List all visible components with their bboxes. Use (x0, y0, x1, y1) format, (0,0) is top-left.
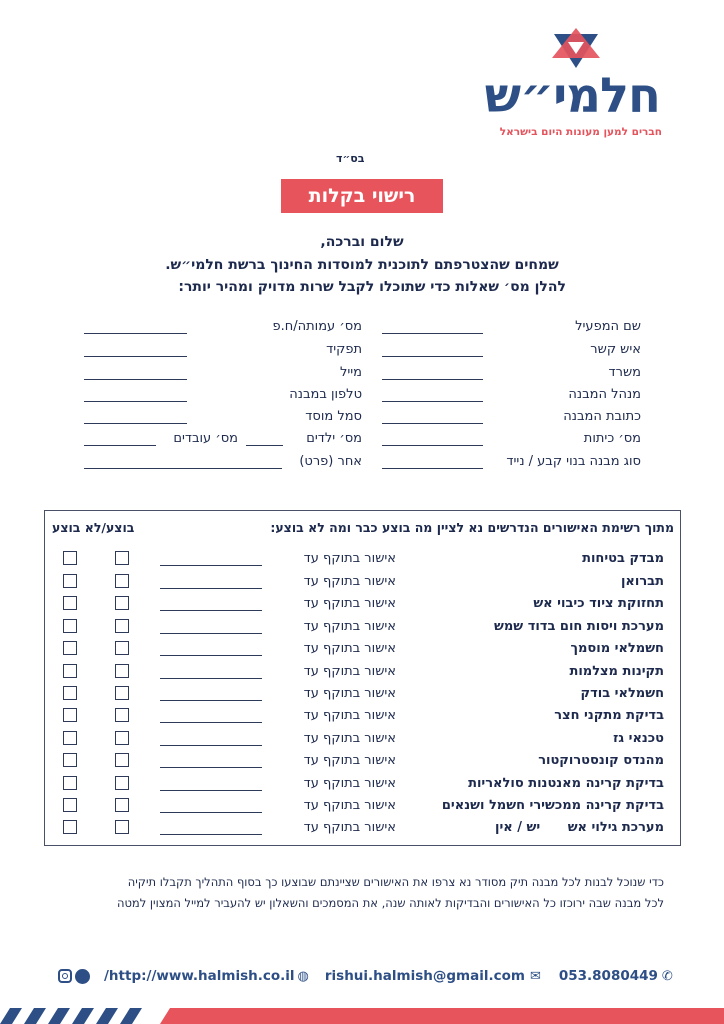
done-checkbox[interactable] (115, 664, 129, 678)
valid-until-field[interactable] (160, 767, 262, 768)
done-checkbox[interactable] (115, 731, 129, 745)
contact-person-label: איש קשר (590, 342, 641, 357)
building-manager-label: מנהל המבנה (568, 387, 641, 402)
yes-no-selector[interactable]: יש / אין (495, 820, 541, 835)
intro-text (40, 231, 684, 299)
building-phone-label: טלפון במבנה (289, 387, 362, 402)
email-field[interactable] (84, 379, 187, 380)
valid-until-label: אישור בתוקף עד (303, 820, 396, 835)
valid-until-label: אישור בתוקף עד (303, 641, 396, 656)
valid-until-field[interactable] (160, 722, 262, 723)
logo-wordmark: חלמי״ש (484, 68, 660, 124)
done-checkbox[interactable] (115, 776, 129, 790)
not-done-checkbox[interactable] (63, 686, 77, 700)
checklist-item-label: מערכת גילוי אש (567, 820, 664, 835)
valid-until-label: אישור בתוקף עד (303, 551, 396, 566)
building-address-field[interactable] (382, 423, 483, 424)
done-not-done-header: בוצע/לא בוצע (52, 520, 135, 535)
valid-until-field[interactable] (160, 834, 262, 835)
star-of-david-logo-icon (546, 28, 606, 70)
valid-until-label: אישור בתוקף עד (303, 664, 396, 679)
valid-until-field[interactable] (160, 790, 262, 791)
classes-count-label: מס׳ כיתות (583, 431, 641, 446)
submission-instructions (40, 872, 664, 914)
decorative-stripe-band (0, 1002, 724, 1024)
valid-until-label: אישור בתוקף עד (303, 619, 396, 634)
page-title: רישוי בקלות (281, 179, 443, 213)
email-link[interactable]: rishui.halmish@gmail.com (324, 968, 525, 984)
checklist-item-label: חשמלאי בודק (580, 686, 664, 701)
role-field[interactable] (84, 356, 187, 357)
not-done-checkbox[interactable] (63, 619, 77, 633)
valid-until-label: אישור בתוקף עד (303, 686, 396, 701)
intro-instructions: להלן מס׳ שאלות כדי שתוכלו לקבל שרות מדויק ומהיר יותר: (178, 279, 566, 295)
done-checkbox[interactable] (115, 596, 129, 610)
valid-until-field[interactable] (160, 633, 262, 634)
not-done-checkbox[interactable] (63, 641, 77, 655)
operator-name-field[interactable] (382, 333, 483, 334)
employees-count-label: מס׳ עובדים (173, 431, 238, 446)
valid-until-field[interactable] (160, 655, 262, 656)
valid-until-field[interactable] (160, 610, 262, 611)
done-checkbox[interactable] (115, 641, 129, 655)
logo-tagline: חברים למען מעונות היום בישראל (499, 126, 662, 138)
bsd-header: בס״ד (336, 152, 365, 165)
valid-until-label: אישור בתוקף עד (303, 753, 396, 768)
office-label: משרד (608, 365, 641, 380)
role-label: תפקיד (326, 342, 362, 357)
checklist-item-label: בדיקת קרינה ממכשירי חשמל ושנאים (441, 798, 664, 813)
building-address-label: כתובת המבנה (563, 409, 641, 424)
checklist-item-label: מבדק בטיחות (582, 551, 664, 566)
valid-until-label: אישור בתוקף עד (303, 731, 396, 746)
not-done-checkbox[interactable] (63, 574, 77, 588)
classes-count-field[interactable] (382, 445, 483, 446)
employees-count-field[interactable] (84, 445, 156, 446)
checklist-item-label: בדיקת מתקני חצר (554, 708, 664, 723)
email-label: מייל (339, 365, 362, 380)
footnote-line-1: כדי שנוכל לבנות לכל מבנה תיק מסודר נא צרפו את האישורים שציינתם שבוצעו כך בסוף התהליך תקבלו תיקיה (127, 875, 664, 889)
done-checkbox[interactable] (115, 619, 129, 633)
checklist-item-label: תקינות מצלמות (569, 664, 664, 679)
not-done-checkbox[interactable] (63, 664, 77, 678)
not-done-checkbox[interactable] (63, 753, 77, 767)
not-done-checkbox[interactable] (63, 551, 77, 565)
association-number-field[interactable] (84, 333, 187, 334)
association-number-label: מס׳ עמותה/ח.פ (272, 319, 362, 334)
phone-number[interactable]: 053.8080449 (558, 968, 658, 984)
checklist-item-label: תברואן (620, 574, 664, 589)
phone-icon: ✆ (661, 968, 673, 984)
checklist-item-label: בדיקת קרינה מאנטנות סולאריות (468, 776, 664, 791)
done-checkbox[interactable] (115, 551, 129, 565)
building-type-field[interactable] (382, 468, 483, 469)
other-label: אחר (פרט) (299, 454, 362, 469)
children-count-field[interactable] (246, 445, 283, 446)
footnote-line-2: לכל מבנה שבה ירוכזו כל האישורים והבדיקות לאותה שנה, את המסמכים והשאלון יש להעביר למייל המצוין למטה (116, 896, 664, 910)
contact-bar (58, 964, 673, 988)
building-manager-field[interactable] (382, 401, 483, 402)
valid-until-field[interactable] (160, 700, 262, 701)
children-count-label: מס׳ ילדים (306, 431, 362, 446)
not-done-checkbox[interactable] (63, 708, 77, 722)
not-done-checkbox[interactable] (63, 820, 77, 834)
checklist-item-label: טכנאי גז (613, 731, 664, 746)
intro-greeting: שלום וברכה, (320, 234, 404, 250)
checklist-item-label: מערכת ויסות חום בדוד שמש (494, 619, 664, 634)
not-done-checkbox[interactable] (63, 731, 77, 745)
done-checkbox[interactable] (115, 574, 129, 588)
halmish-logo (484, 28, 690, 143)
building-type-label: סוג מבנה בנוי קבע / נייד (506, 454, 641, 469)
checklist-item-label: תחזוקת ציוד כיבוי אש (533, 596, 664, 611)
checklist-header: מתוך רשימת האישורים הנדרשים נא לציין מה בוצע כבר ומה לא בוצע: (270, 520, 674, 535)
instagram-icon[interactable] (58, 969, 72, 983)
valid-until-label: אישור בתוקף עד (303, 798, 396, 813)
checklist-item-label: מהנדס קונסטרוקטור (538, 753, 664, 768)
done-checkbox[interactable] (115, 686, 129, 700)
building-phone-field[interactable] (84, 401, 187, 402)
institution-code-field[interactable] (84, 423, 187, 424)
office-field[interactable] (382, 379, 483, 380)
website-link[interactable]: /http://www.halmish.co.il (104, 968, 295, 984)
contact-person-field[interactable] (382, 356, 483, 357)
valid-until-field[interactable] (160, 745, 262, 746)
valid-until-label: אישור בתוקף עד (303, 708, 396, 723)
other-field[interactable] (84, 468, 282, 469)
done-checkbox[interactable] (115, 753, 129, 767)
not-done-checkbox[interactable] (63, 776, 77, 790)
valid-until-field[interactable] (160, 678, 262, 679)
valid-until-label: אישור בתוקף עד (303, 574, 396, 589)
envelope-icon: ✉ (529, 968, 541, 984)
valid-until-field[interactable] (160, 588, 262, 589)
not-done-checkbox[interactable] (63, 798, 77, 812)
done-checkbox[interactable] (115, 798, 129, 812)
intro-welcome: שמחים שהצטרפתם לתוכנית למוסדות החינוך ברשת חלמי״ש. (165, 256, 559, 273)
valid-until-label: אישור בתוקף עד (303, 596, 396, 611)
not-done-checkbox[interactable] (63, 596, 77, 610)
operator-name-label: שם המפעיל (575, 319, 641, 334)
institution-code-label: סמל מוסד (305, 409, 362, 424)
facebook-icon[interactable]: f (75, 969, 90, 984)
valid-until-field[interactable] (160, 812, 262, 813)
valid-until-field[interactable] (160, 565, 262, 566)
globe-icon: ◍ (297, 968, 309, 984)
done-checkbox[interactable] (115, 820, 129, 834)
checklist-item-label: חשמלאי מוסמך (570, 641, 664, 656)
done-checkbox[interactable] (115, 708, 129, 722)
valid-until-label: אישור בתוקף עד (303, 776, 396, 791)
